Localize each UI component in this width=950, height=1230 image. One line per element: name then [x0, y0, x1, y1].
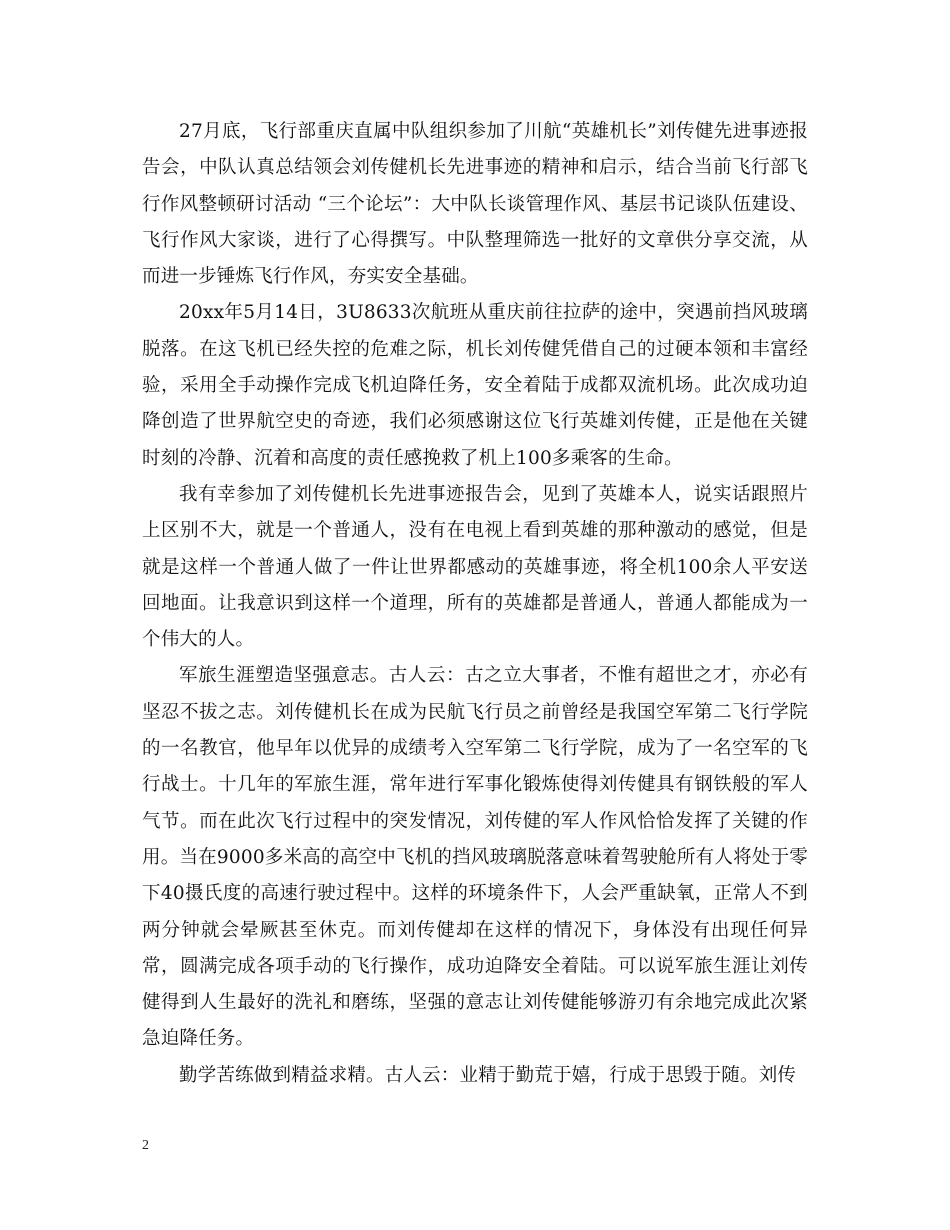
paragraph-4: 军旅生涯塑造坚强意志。古人云：古之立大事者，不惟有超世之才，亦必有坚忍不拔之志。刘传健机长在成为民航飞行员之前曾经是我国空军第二飞行学院的一名教官，他早年以优异的成绩考入空军第二飞行学院，成为了一名空军的飞行战士。十几年的军旅生涯，常年进行军事化锻炼使得刘传健具有钢铁般的军人气节。而在此次飞行过程中的突发情况，刘传健的军人作风恰恰发挥了关键的作用。当在9000多米高的高空中飞机的挡风玻璃脱落意味着驾驶舱所有人将处于零下40摄氏度的高速行驶过程中。这样的环境条件下，人会严重缺氧，正常人不到两分钟就会晕厥甚至休克。而刘传健却在这样的情况下，身体没有出现任何异常，圆满完成各项手动的飞行操作，成功迫降安全着陆。可以说军旅生涯让刘传健得到人生最好的洗礼和磨练，坚强的意志让刘传健能够游刃有余地完成此次紧急迫降任务。 — [142, 665, 808, 1050]
paragraph-5: 勤学苦练做到精益求精。古人云：业精于勤荒于嬉，行成于思毁于随。刘传 — [179, 1064, 797, 1086]
page-number: 2 — [142, 1138, 149, 1153]
document-body — [142, 114, 808, 1094]
paragraph-1: 27月底，飞行部重庆直属中队组织参加了川航“英雄机长”刘传健先进事迹报告会，中队认真总结领会刘传健机长先进事迹的精神和启示，结合当前飞行部飞行作风整顿研讨活动 “三个论坛”：大中队长谈管理作风、基层书记谈队伍建设、飞行作风大家谈，进行了心得撰写。中队整理筛选一批好的文章供分享交流，从而进一步锤炼飞行作风，夯实安全基础。 — [142, 121, 808, 288]
paragraph-2: 20xx年5月14日，3U8633次航班从重庆前往拉萨的途中，突遇前挡风玻璃脱落。在这飞机已经失控的危难之际，机长刘传健凭借自己的过硬本领和丰富经验，采用全手动操作完成飞机迫降任务，安全着陆于成都双流机场。此次成功迫降创造了世界航空史的奇迹，我们必须感谢这位飞行英雄刘传健，正是他在关键时刻的冷静、沉着和高度的责任感挽救了机上100多乘客的生命。 — [142, 302, 808, 469]
paragraph-3: 我有幸参加了刘传健机长先进事迹报告会，见到了英雄本人，说实话跟照片上区别不大，就是一个普通人，没有在电视上看到英雄的那种激动的感觉，但是就是这样一个普通人做了一件让世界都感动的英雄事迹，将全机100余人平安送回地面。让我意识到这样一个道理，所有的英雄都是普通人，普通人都能成为一个伟大的人。 — [142, 483, 808, 651]
